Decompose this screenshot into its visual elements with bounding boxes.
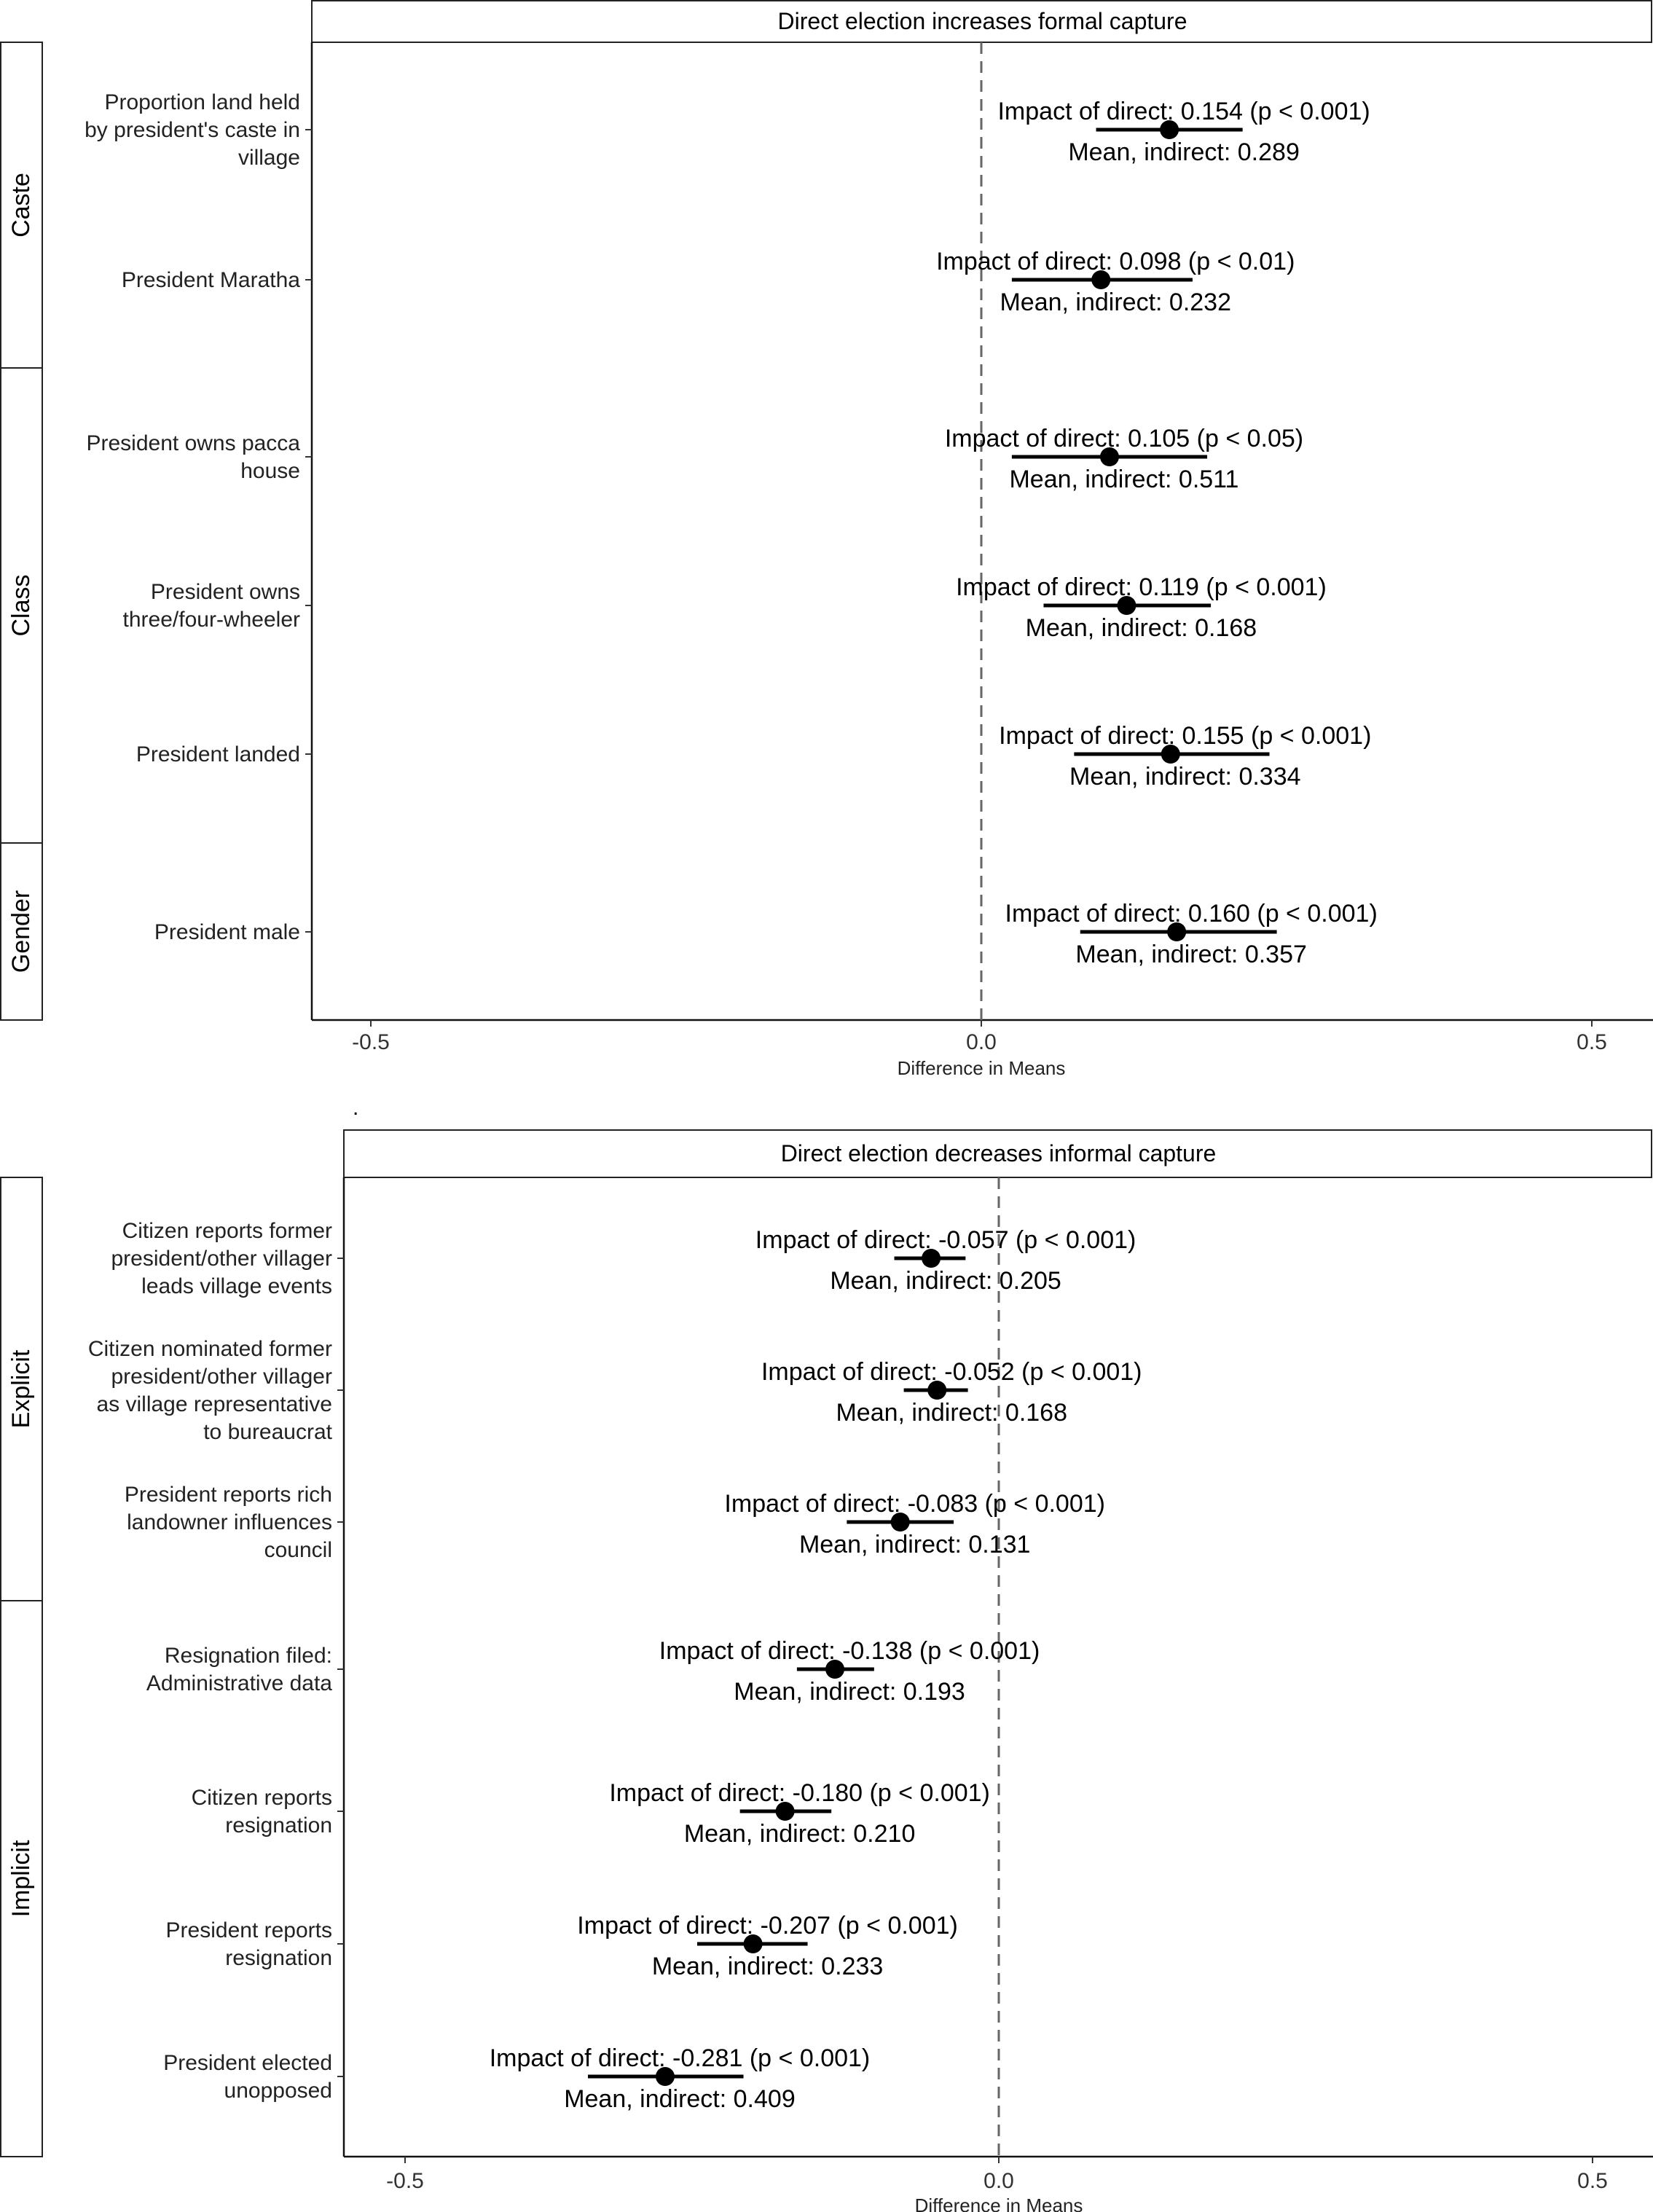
mean-annotation: Mean, indirect: 0.409 <box>564 2085 796 2113</box>
row-label: President owns <box>150 580 300 604</box>
x-tick-label: 0.5 <box>1577 1030 1607 1054</box>
panel-title: Direct election increases formal capture <box>777 8 1187 34</box>
row-label: leads village events <box>141 1274 332 1298</box>
mean-annotation: Mean, indirect: 0.511 <box>1009 466 1239 493</box>
panel-title: Direct election decreases informal capture <box>780 1140 1217 1166</box>
impact-annotation: Impact of direct: -0.281 (p < 0.001) <box>489 2044 871 2072</box>
x-tick-label: -0.5 <box>386 2169 424 2193</box>
impact-annotation: Impact of direct: 0.119 (p < 0.001) <box>956 573 1327 601</box>
impact-annotation: Impact of direct: 0.160 (p < 0.001) <box>1005 900 1378 927</box>
impact-annotation: Impact of direct: -0.180 (p < 0.001) <box>609 1779 990 1807</box>
row-label: President male <box>154 920 300 944</box>
mean-annotation: Mean, indirect: 0.131 <box>798 1531 1031 1558</box>
x-tick-label: 0.0 <box>966 1030 997 1054</box>
mean-annotation: Mean, indirect: 0.168 <box>836 1399 1068 1427</box>
mean-annotation: Mean, indirect: 0.334 <box>1069 763 1301 791</box>
impact-annotation: Impact of direct: 0.098 (p < 0.01) <box>936 248 1295 275</box>
mean-annotation: Mean, indirect: 0.289 <box>1068 138 1300 166</box>
row-label: resignation <box>225 1946 332 1970</box>
facet-label: Explicit <box>7 1349 35 1429</box>
impact-annotation: Impact of direct: -0.057 (p < 0.001) <box>755 1226 1136 1254</box>
facet-label: Gender <box>7 890 35 973</box>
impact-annotation: Impact of direct: 0.154 (p < 0.001) <box>997 98 1370 125</box>
row-label: President elected <box>163 2051 332 2075</box>
row-label: Citizen nominated former <box>87 1337 332 1361</box>
row-label: President reports <box>165 1918 332 1942</box>
x-tick-label: 0.5 <box>1577 2169 1608 2193</box>
row-label: Resignation filed: <box>164 1644 332 1668</box>
row-label: to bureaucrat <box>203 1420 332 1444</box>
x-axis-label: Difference in Means <box>897 1057 1066 1079</box>
mean-annotation: Mean, indirect: 0.233 <box>651 1953 884 1980</box>
impact-annotation: Impact of direct: 0.105 (p < 0.05) <box>944 425 1304 452</box>
row-label: Proportion land held <box>104 90 300 114</box>
facet-label: Implicit <box>7 1840 35 1918</box>
mean-annotation: Mean, indirect: 0.168 <box>1025 614 1257 642</box>
row-label: landowner influences <box>127 1510 332 1534</box>
impact-annotation: Impact of direct: -0.207 (p < 0.001) <box>577 1912 958 1940</box>
row-label: Citizen reports former <box>122 1219 332 1243</box>
row-label: house <box>240 459 300 483</box>
row-label: by president's caste in <box>85 118 300 142</box>
mean-annotation: Mean, indirect: 0.205 <box>830 1267 1061 1295</box>
row-label: president/other villager <box>111 1247 332 1271</box>
row-label: President Maratha <box>121 268 300 292</box>
x-axis-label: Difference in Means <box>914 2195 1083 2212</box>
x-tick-label: -0.5 <box>352 1030 390 1054</box>
impact-annotation: Impact of direct: -0.138 (p < 0.001) <box>659 1637 1040 1665</box>
row-label: President reports rich <box>124 1483 332 1507</box>
row-label: President owns pacca <box>86 431 300 455</box>
row-label: village <box>237 146 300 170</box>
impact-annotation: Impact of direct: -0.083 (p < 0.001) <box>724 1490 1105 1518</box>
row-label: council <box>264 1538 332 1562</box>
row-label: Administrative data <box>146 1671 332 1695</box>
row-label: unopposed <box>224 2079 332 2103</box>
row-label: three/four-wheeler <box>122 608 300 632</box>
row-label: as village representative <box>96 1392 332 1416</box>
mean-annotation: Mean, indirect: 0.357 <box>1075 941 1307 968</box>
impact-annotation: Impact of direct: 0.155 (p < 0.001) <box>999 722 1372 750</box>
facet-label: Caste <box>7 173 35 238</box>
separator-dot: . <box>353 1096 359 1120</box>
row-label: President landed <box>136 742 300 766</box>
row-label: Citizen reports <box>191 1786 332 1810</box>
mean-annotation: Mean, indirect: 0.210 <box>683 1820 916 1848</box>
row-label: resignation <box>225 1813 332 1838</box>
impact-annotation: Impact of direct: -0.052 (p < 0.001) <box>761 1358 1142 1386</box>
facet-label: Class <box>7 574 35 637</box>
mean-annotation: Mean, indirect: 0.232 <box>1000 289 1232 316</box>
x-tick-label: 0.0 <box>983 2169 1014 2193</box>
row-label: president/other villager <box>111 1365 332 1389</box>
mean-annotation: Mean, indirect: 0.193 <box>734 1678 965 1706</box>
